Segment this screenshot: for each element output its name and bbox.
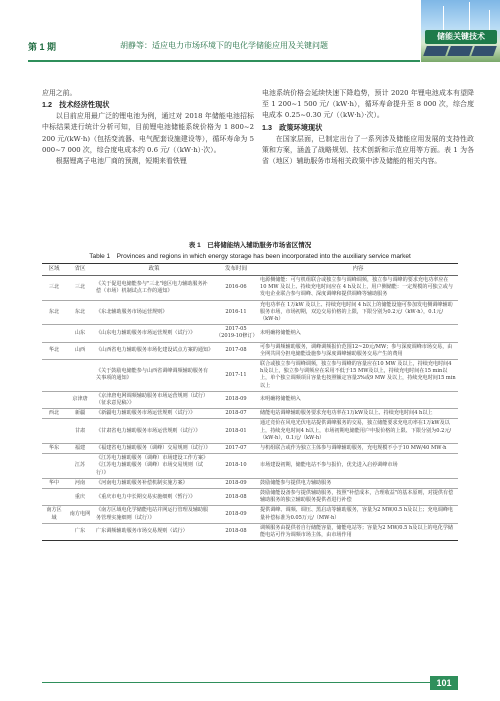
table-cell: 山东 (66, 325, 94, 342)
table-cell: 《关于促进电储能参与"三北"地区电力辅助服务补偿（市场）机制试点工作的通知》 (94, 276, 214, 301)
table-cell: 未明确将储能纳入 (258, 391, 458, 408)
table-cell: 三北 (42, 276, 66, 301)
table-row (42, 276, 458, 301)
table-cell (42, 454, 66, 479)
table-cell: 江苏 (66, 454, 94, 479)
section-badge: 储能关键技术 (425, 30, 497, 44)
table-cell: 华中 (42, 478, 66, 488)
table-row (42, 325, 458, 342)
table-cell: 《京津唐电网调频辅助服务市场运营规则（试行）（征求意见稿）》 (94, 391, 214, 408)
table-cell: 《甘肃省电力辅助服务市场运营规则（试行）》 (94, 419, 214, 444)
issue-label: 第 1 期 (28, 42, 57, 52)
table-cell: 《关于鼓励电储能参与山西省调峰调频辅助服务有关事项的通知》 (94, 360, 214, 392)
paragraph: 以目前应用最广泛的锂电池为例，通过对 2018 年储能电池招标中标结果进行统计分析可知，目前锂电池储能系统价格为 1 800~2 200 元/(kW·h)（包括变流器、电气配套设施建设等），循环寿命为 5 000~7 000 次，综合度电成本约 0.6 元/（（kW·h）·次）。 (42, 112, 254, 154)
table-cell: 南方电网 (66, 506, 94, 523)
table-cell: 电源侧储能：可与机组联合或独立参与调峰调频，独立参与调峰的要求充电功率应在 10 MW 及以上、持续充电时间应在 4 h及以上，用户侧储能：一定规模的可独立或与发电企业联合参与调峰、深度调峰和提供调峰等辅助服务 (258, 276, 458, 301)
table-cell: 储能电站调峰辅助服务要求充电功率在1万kW及以上、持续充电时间4 h以上 (258, 409, 458, 419)
table-cell: 充电功率在 1万kW 及以上、持续充电时间 4 h以上的储能设施可参加发电侧调峰辅助服务市场，市场初期，双边交易价格的上限，下限分别为0.2元/（kW·h），0.1元/（kW·h） (258, 300, 458, 325)
paragraph: 根据锂离子电池厂商的预测，短期来看铁锂 (55, 157, 187, 166)
table-row (42, 444, 458, 454)
table-row (42, 489, 458, 506)
table-cell: 《河南电力辅助服务补偿机制实施方案》 (94, 478, 214, 488)
table-cell: 广东 (66, 523, 94, 540)
table-cell: 山西 (66, 342, 94, 359)
running-title: 胡静等：适应电力市场环境下的电化学储能应用及关键问题 (120, 41, 328, 50)
table-row (42, 523, 458, 540)
table-row (42, 300, 458, 325)
table-cell: 京津唐 (66, 391, 94, 408)
table-cell: 2018-08 (214, 523, 258, 540)
table-cell: 河南 (66, 478, 94, 488)
paragraph: 在国家层面，已制定出台了一系列涉及储能应用发展的支持性政策和方案，涵盖了战略规划、技术创新和示范应用等方面。表 1 为各省（地区）辅助服务市场相关政策中涉及储能的相关内容。 (262, 134, 474, 166)
right-column (262, 88, 474, 167)
table-cell: 2016-11 (214, 300, 258, 325)
table-row (42, 419, 458, 444)
table-row (42, 360, 458, 392)
paragraph: 电池系统价格会延续快速下降趋势，预计 2020 年锂电池成本有望降至 1 200~1 500 元/（kW·h），循环寿命提升至 8 000 次，综合度电成本 0.25~0.30 元/（（kW·h）·次）。 (262, 89, 474, 120)
table-caption-en: Table 1 Provinces and regions in which energy storage has been incorporated into the auxiliary service market (89, 253, 411, 260)
table-cell: 2017-11 (214, 360, 258, 392)
table-cell: 调频服务由提供者自行储能容量，储能电站等；容量为2 MW/0.5 h及以上的电化学储能电站可作为调频市场主体，由市场作用 (258, 523, 458, 540)
column-header: 发布时间 (214, 264, 258, 276)
table-cell (42, 523, 66, 540)
column-header: 省区 (66, 264, 94, 276)
section-heading-1-3: 1.3 政策环境现状 (262, 122, 323, 132)
table-cell: 广东调频辅助服务市场交易规则（试行） (94, 523, 214, 540)
table-cell: 通过竞价在风电光伏电站提供调峰服务的交易，独立储能要求充电功率在1万kW及以上，持续充电时间4 h以上，市场初期电储能用户申报价格的上限、下限分别为0.2元/（kW·h），0.1元/（kW·h） (258, 419, 458, 444)
section-heading-1-2: 1.2 技术经济性现状 (42, 100, 110, 110)
table-cell: 《重庆市电力中长期交易实施细则（暂行）》 (94, 489, 214, 506)
table-header-row (42, 264, 458, 276)
table-cell: 2017-07 (214, 444, 258, 454)
column-header: 内容 (258, 264, 458, 276)
table-row (42, 342, 458, 359)
table-cell: 《新疆电力辅助服务市场运营规则（试行）》 (94, 409, 214, 419)
table-cell: 未明确将储能纳入 (258, 325, 458, 342)
table-cell: 新疆 (66, 409, 94, 419)
table-cell: 2018-01 (214, 419, 258, 444)
table-cell: 华北 (42, 342, 66, 359)
table-cell: 《江苏电力辅助服务（调峰）市场建设工作方案》《江苏电力辅助服务（调峰）市场交易规则（试行）》 (94, 454, 214, 479)
table-row (42, 454, 458, 479)
table-cell: 东北 (42, 300, 66, 325)
table-cell: 2018-08 (214, 489, 258, 506)
table-cell: 市场建设初期，储能电站不参与报价，优先进入启停调峰市场 (258, 454, 458, 479)
footer-rule (42, 682, 430, 683)
table-cell: 2017-05（2019-10修订） (214, 325, 258, 342)
table-cell: 2018-09 (214, 391, 258, 408)
table-cell: 鼓励储能参与提供电力辅助服务 (258, 478, 458, 488)
table-cell: 南方区域 (42, 506, 66, 523)
table-cell: 2017-08 (214, 342, 258, 359)
table-row (42, 409, 458, 419)
table-cell: 三北 (66, 276, 94, 301)
policy-table (42, 263, 458, 541)
table-cell: 2018-07 (214, 409, 258, 419)
table-cell: 福建 (66, 444, 94, 454)
table-cell: 东北 (66, 300, 94, 325)
table-cell: 《山西省电力辅助服务市场化建设试点方案的通知》 (94, 342, 214, 359)
column-header: 区域 (42, 264, 66, 276)
header-divider (28, 60, 420, 62)
table-cell (42, 419, 66, 444)
table-cell: 可参与调频辅助服务，调峰调频报价范围12~20元/MW；参与深度调峰市场交易，由全网共同分担电储能设施参与深度调峰辅助服务交易产生的费用 (258, 342, 458, 359)
table-cell: 提供调峰、调频、调压、黑启动等辅助服务，容量为2 MW/0.5 h及以上；充电调峰电量补偿标准为0.05万元/（MW·h） (258, 506, 458, 523)
table-cell: 联合或独立参与调峰调频，独立参与调峰的容量应在10 MW 及以上，持续充电时间4 h及以上，独立参与调频应在采用不低于15 MW及以上，持续充电时间在15 min以上，单个独立调频项目容量也按照额定容量3%或9 MW 及以上，持续充电时间15 min以上 (258, 360, 458, 392)
table-cell: 2018-09 (214, 478, 258, 488)
table-cell: 《东北辅助服务市场运营规则》 (94, 300, 214, 325)
table-row (42, 506, 458, 523)
table-cell (42, 360, 66, 392)
table-cell: 《山东电力辅助服务市场运营规则（试行）》 (94, 325, 214, 342)
table-cell: 2018-10 (214, 454, 258, 479)
table-cell: 鼓励储能设备参与提供辅助服务，按照"补偿成本，合理收益"的基本原则，对提供有偿辅助服务的独立辅助服务提供者进行补偿 (258, 489, 458, 506)
column-header: 政策 (94, 264, 214, 276)
table-cell (42, 325, 66, 342)
page-number: 101 (430, 676, 458, 690)
table-row (42, 391, 458, 408)
table-cell: 2018-09 (214, 506, 258, 523)
table-cell: 2016-06 (214, 276, 258, 301)
table-cell (42, 489, 66, 506)
table-cell (66, 360, 94, 392)
table-cell: 西北 (42, 409, 66, 419)
left-column (42, 88, 254, 167)
table-cell: 与机组联合或作为独立主体参与调峰辅助服务，充电规模不小于10 MW/40 MW·h (258, 444, 458, 454)
table-cell: 《南方区域电化学储能电站并网运行管理及辅助服务管理实施细则（试行）》 (94, 506, 214, 523)
table-cell (42, 391, 66, 408)
table-caption-cn: 表 1 已将储能纳入辅助服务市场省区情况 (188, 242, 312, 249)
table-cell: 重庆 (66, 489, 94, 506)
paragraph: 应用之前。 (42, 89, 77, 97)
table-row (42, 478, 458, 488)
table-cell: 《福建省电力辅助服务（调峰）交易规则（试行）》 (94, 444, 214, 454)
table-cell: 甘肃 (66, 419, 94, 444)
table-cell: 华东 (42, 444, 66, 454)
